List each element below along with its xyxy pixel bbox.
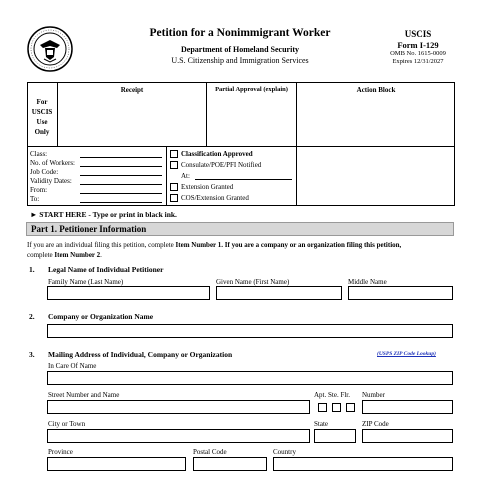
form-number: Form I-129 bbox=[397, 40, 439, 50]
office-jobcode-label: Job Code: bbox=[30, 168, 59, 176]
office-to-label: To: bbox=[30, 195, 40, 203]
action-block-header: Action Block bbox=[356, 86, 396, 94]
extension-granted-label: Extension Granted bbox=[181, 183, 234, 191]
q3-label: Mailing Address of Individual, Company or Organization bbox=[48, 350, 233, 359]
office-workers-label: No. of Workers: bbox=[30, 159, 75, 167]
form-identifier bbox=[378, 29, 458, 66]
receipt-header: Receipt bbox=[120, 86, 144, 94]
apt-ste-flr-label: Apt. Ste. Flr. bbox=[314, 391, 350, 399]
province-input[interactable] bbox=[47, 457, 186, 471]
in-care-of-label: In Care Of Name bbox=[48, 362, 97, 370]
part1-instructions: If you are an individual filing this petition, complete Item Number 1. If you are a company or an organization filing this petition, complete Item Number 2. bbox=[27, 241, 402, 259]
expiration-date: Expires 12/31/2027 bbox=[392, 58, 444, 65]
omb-number: OMB No. 1615-0009 bbox=[390, 50, 446, 57]
q2-number: 2. bbox=[29, 312, 35, 321]
city-input[interactable] bbox=[47, 429, 310, 443]
zip-label: ZIP Code bbox=[362, 420, 389, 428]
start-here-instruction: ► START HERE - Type or print in black ink. bbox=[30, 210, 177, 219]
unit-number-label: Number bbox=[362, 391, 385, 399]
family-name-input[interactable] bbox=[47, 286, 210, 300]
state-select[interactable] bbox=[314, 429, 356, 443]
company-name-input[interactable] bbox=[47, 324, 453, 338]
consulate-notified-label: Consulate/POE/PFI Notified bbox=[181, 161, 262, 169]
partial-approval-header: Partial Approval (explain) bbox=[215, 86, 288, 93]
uscis-use-only-label: For USCIS Use Only bbox=[31, 98, 53, 136]
country-label: Country bbox=[273, 448, 296, 456]
family-name-label: Family Name (Last Name) bbox=[48, 278, 124, 286]
office-class-label: Class: bbox=[30, 150, 48, 158]
unit-number-input[interactable] bbox=[362, 400, 453, 414]
street-label: Street Number and Name bbox=[48, 391, 120, 399]
q1-label: Legal Name of Individual Petitioner bbox=[48, 265, 164, 274]
extension-granted-checkbox[interactable] bbox=[170, 183, 178, 191]
cos-granted-label: COS/Extension Granted bbox=[181, 194, 249, 202]
q2-label: Company or Organization Name bbox=[48, 312, 154, 321]
office-validity-label: Validity Dates: bbox=[30, 177, 72, 185]
state-label: State bbox=[314, 420, 328, 428]
form-title: Petition for a Nonimmigrant Worker bbox=[149, 27, 331, 39]
department-name: Department of Homeland Security bbox=[181, 45, 299, 54]
middle-name-label: Middle Name bbox=[348, 278, 387, 286]
cos-granted-checkbox[interactable] bbox=[170, 194, 178, 202]
part1-title: Part 1. Petitioner Information bbox=[31, 224, 147, 234]
given-name-input[interactable] bbox=[216, 286, 342, 300]
usps-zip-lookup-link[interactable]: (USPS ZIP Code Lookup) bbox=[377, 351, 436, 357]
office-from-label: From: bbox=[30, 186, 48, 194]
office-use-block bbox=[27, 82, 455, 206]
middle-name-input[interactable] bbox=[348, 286, 453, 300]
country-input[interactable] bbox=[273, 457, 453, 471]
consulate-notified-checkbox[interactable] bbox=[170, 161, 178, 169]
given-name-label: Given Name (First Name) bbox=[216, 278, 290, 286]
q3-number: 3. bbox=[29, 350, 35, 359]
flr-checkbox[interactable] bbox=[346, 403, 355, 412]
consulate-at-label: At: bbox=[181, 172, 190, 180]
street-input[interactable] bbox=[47, 400, 310, 414]
postal-code-input[interactable] bbox=[193, 457, 267, 471]
city-label: City or Town bbox=[48, 420, 86, 428]
agency-name: U.S. Citizenship and Immigration Services bbox=[171, 56, 309, 65]
apt-checkbox[interactable] bbox=[318, 403, 327, 412]
classification-approved-checkbox[interactable] bbox=[170, 150, 178, 158]
ste-checkbox[interactable] bbox=[332, 403, 341, 412]
zip-input[interactable] bbox=[362, 429, 453, 443]
q1-number: 1. bbox=[29, 265, 35, 274]
agency-abbr: USCIS bbox=[404, 29, 432, 39]
province-label: Province bbox=[48, 448, 73, 456]
postal-code-label: Postal Code bbox=[193, 448, 227, 456]
in-care-of-input[interactable] bbox=[47, 371, 453, 385]
classification-approved-label: Classification Approved bbox=[181, 150, 253, 158]
